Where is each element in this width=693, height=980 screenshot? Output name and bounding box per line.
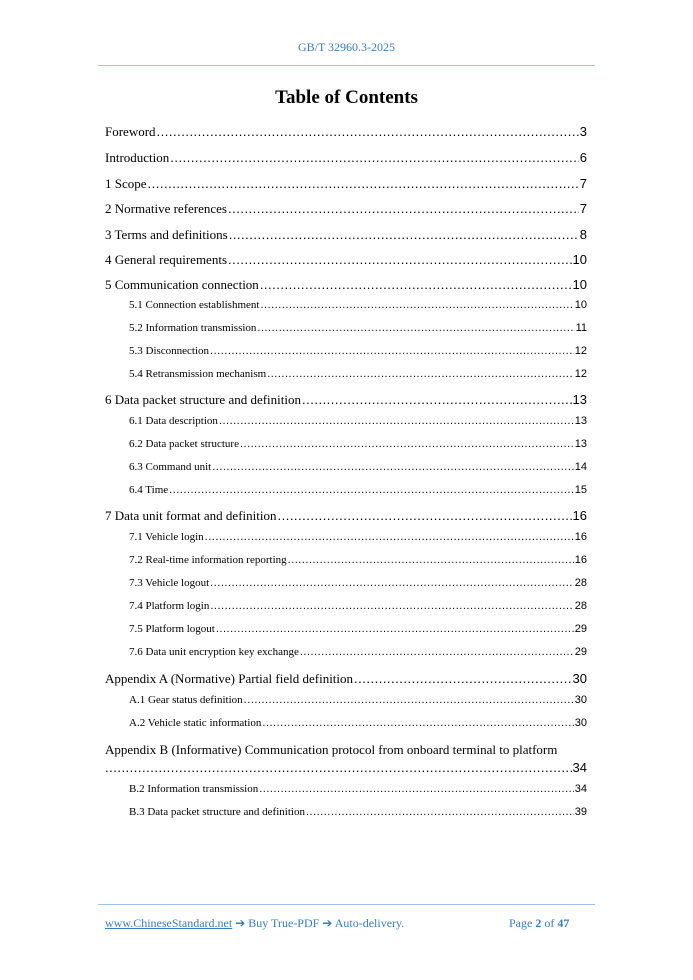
website-link[interactable]: www.ChineseStandard.net [105, 916, 233, 930]
toc-page-number: 10 [572, 277, 587, 292]
toc-subentry[interactable] [129, 461, 587, 473]
page-label: Page [509, 916, 533, 930]
total-pages: 47 [557, 916, 570, 930]
of-label: of [544, 916, 555, 930]
toc-leader-dots [302, 392, 572, 407]
toc-page-number: 10 [572, 252, 587, 267]
toc-leader-dots [260, 277, 572, 292]
toc-leader-dots [257, 322, 574, 334]
toc-entry-title: 6.2 Data packet structure [129, 438, 239, 450]
toc-entry[interactable] [105, 508, 587, 524]
toc-subentry[interactable] [129, 438, 587, 450]
page-title: Table of Contents [275, 87, 418, 108]
toc-page-number: 30 [572, 671, 587, 686]
toc-leader-dots [170, 150, 579, 165]
toc-page-number: 34 [574, 783, 587, 795]
toc-entry[interactable] [105, 671, 587, 687]
document-code-header: GB/T 32960.3-2025 [297, 40, 396, 54]
toc-page-number: 3 [579, 124, 587, 139]
toc-leader-dots [259, 783, 574, 795]
toc-subentry[interactable] [129, 577, 587, 589]
toc-entry[interactable] [105, 277, 587, 293]
toc-entry-title: Appendix B (Informative) Communication protocol from onboard terminal to platform [105, 742, 558, 757]
toc-leader-dots [216, 623, 574, 635]
toc-leader-dots [228, 252, 572, 267]
toc-subentry[interactable] [129, 783, 587, 795]
toc-entry-title: 6.1 Data description [129, 415, 218, 427]
toc-page-number: 10 [574, 299, 587, 311]
toc-leader-dots [205, 531, 574, 543]
toc-entry-title: 3 Terms and definitions [105, 227, 228, 242]
toc-entry-title: 5 Communication connection [105, 277, 259, 292]
toc-subentry[interactable] [129, 299, 587, 311]
toc-leader-dots [300, 646, 574, 658]
arrow-right-icon: ➔ [322, 916, 333, 930]
toc-entry[interactable] [105, 124, 587, 140]
toc-subentry[interactable] [129, 806, 587, 818]
toc-entry-title: 5.1 Connection establishment [129, 299, 260, 311]
toc-entry-title: Foreword [105, 124, 156, 139]
toc-page-number: 29 [574, 646, 587, 658]
toc-subentry[interactable] [129, 415, 587, 427]
toc-page-number: 14 [574, 461, 587, 473]
header-divider [98, 65, 595, 66]
toc-page-number: 12 [574, 368, 587, 380]
toc-page-number: 7 [579, 201, 587, 216]
toc-page-number: 39 [574, 806, 587, 818]
toc-page-number: 13 [574, 415, 587, 427]
toc-subentry[interactable] [129, 646, 587, 658]
toc-entry[interactable] [105, 176, 587, 192]
toc-page-number: 11 [575, 322, 587, 334]
toc-page-number: 29 [574, 623, 587, 635]
toc-entry-title: 5.2 Information transmission [129, 322, 257, 334]
toc-entry-title: 7.6 Data unit encryption key exchange [129, 646, 299, 658]
toc-page-number: 13 [572, 392, 587, 407]
toc-entry-title: B.2 Information transmission [129, 783, 259, 795]
footer-divider [98, 904, 595, 905]
toc-leader-dots [210, 577, 574, 589]
toc-leader-dots [267, 368, 574, 380]
toc-entry-title: 6 Data packet structure and definition [105, 392, 302, 407]
toc-entry-title: 7.2 Real-time information reporting [129, 554, 287, 566]
toc-subentry[interactable] [129, 531, 587, 543]
toc-leader-dots [169, 484, 574, 496]
toc-subentry[interactable] [129, 368, 587, 380]
toc-entry-title: 5.3 Disconnection [129, 345, 210, 357]
toc-page-number: 16 [574, 554, 587, 566]
page-counter [509, 916, 569, 931]
toc-subentry[interactable] [129, 717, 587, 729]
toc-page-number: 34 [572, 760, 587, 775]
toc-subentry[interactable] [129, 484, 587, 496]
toc-leader-dots [148, 176, 579, 191]
toc-entry[interactable] [105, 150, 587, 166]
toc-entry-title: 7 Data unit format and definition [105, 508, 277, 523]
toc-page-number: 13 [574, 438, 587, 450]
arrow-right-icon: ➔ [235, 916, 246, 930]
toc-entry-continuation[interactable] [105, 760, 587, 775]
toc-leader-dots [354, 671, 572, 686]
current-page-number: 2 [535, 916, 542, 930]
toc-entry-title: 7.4 Platform login [129, 600, 210, 612]
toc-page-number: 15 [574, 484, 587, 496]
toc-subentry[interactable] [129, 600, 587, 612]
toc-page-number: 12 [574, 345, 587, 357]
toc-entry-title: B.3 Data packet structure and definition [129, 806, 305, 818]
toc-page-number: 16 [574, 531, 587, 543]
toc-entry[interactable] [105, 227, 587, 243]
toc-leader-dots [306, 806, 574, 818]
toc-leader-dots [260, 299, 573, 311]
toc-entry[interactable] [105, 742, 587, 758]
toc-leader-dots [212, 461, 574, 473]
toc-page-number: 7 [579, 176, 587, 191]
toc-subentry[interactable] [129, 694, 587, 706]
toc-page-number: 30 [574, 717, 587, 729]
toc-leader-dots [228, 201, 579, 216]
toc-page-number: 6 [579, 150, 587, 165]
toc-entry-title: Appendix A (Normative) Partial field definition [105, 671, 354, 686]
toc-leader-dots [229, 227, 579, 242]
footer-promo [105, 916, 404, 931]
toc-leader-dots [157, 124, 579, 139]
toc-page-number: 30 [574, 694, 587, 706]
toc-entry[interactable] [105, 392, 587, 408]
buy-pdf-text: Buy True-PDF [248, 916, 320, 930]
toc-leader-dots [219, 415, 574, 427]
toc-leader-dots [244, 694, 574, 706]
toc-entry-title: A.2 Vehicle static information [129, 717, 262, 729]
toc-entry-title: 7.1 Vehicle login [129, 531, 204, 543]
toc-subentry[interactable] [129, 345, 587, 357]
toc-subentry[interactable] [129, 623, 587, 635]
toc-entry-title: Introduction [105, 150, 170, 165]
toc-subentry[interactable] [129, 322, 587, 334]
toc-entry-title: 2 Normative references [105, 201, 227, 216]
toc-entry-title: 6.4 Time [129, 484, 169, 496]
toc-entry[interactable] [105, 252, 587, 268]
toc-leader-dots [105, 760, 572, 775]
toc-subentry[interactable] [129, 554, 587, 566]
toc-leader-dots [240, 438, 574, 450]
toc-entry-title: 5.4 Retransmission mechanism [129, 368, 267, 380]
toc-page-number: 28 [574, 600, 587, 612]
toc-page-number: 16 [572, 508, 587, 523]
auto-delivery-text: Auto-delivery. [334, 916, 405, 930]
toc-leader-dots [210, 345, 574, 357]
toc-entry-title: 6.3 Command unit [129, 461, 212, 473]
toc-leader-dots [210, 600, 573, 612]
toc-entry-title: 1 Scope [105, 176, 147, 191]
toc-leader-dots [277, 508, 571, 523]
toc-entry[interactable] [105, 201, 587, 217]
toc-entry-title: A.1 Gear status definition [129, 694, 243, 706]
toc-entry-title: 4 General requirements [105, 252, 228, 267]
toc-page-number: 8 [579, 227, 587, 242]
toc-page-number: 28 [574, 577, 587, 589]
toc-entry-title: 7.3 Vehicle logout [129, 577, 210, 589]
toc-leader-dots [288, 554, 574, 566]
toc-leader-dots [262, 717, 573, 729]
toc-entry-title: 7.5 Platform logout [129, 623, 215, 635]
